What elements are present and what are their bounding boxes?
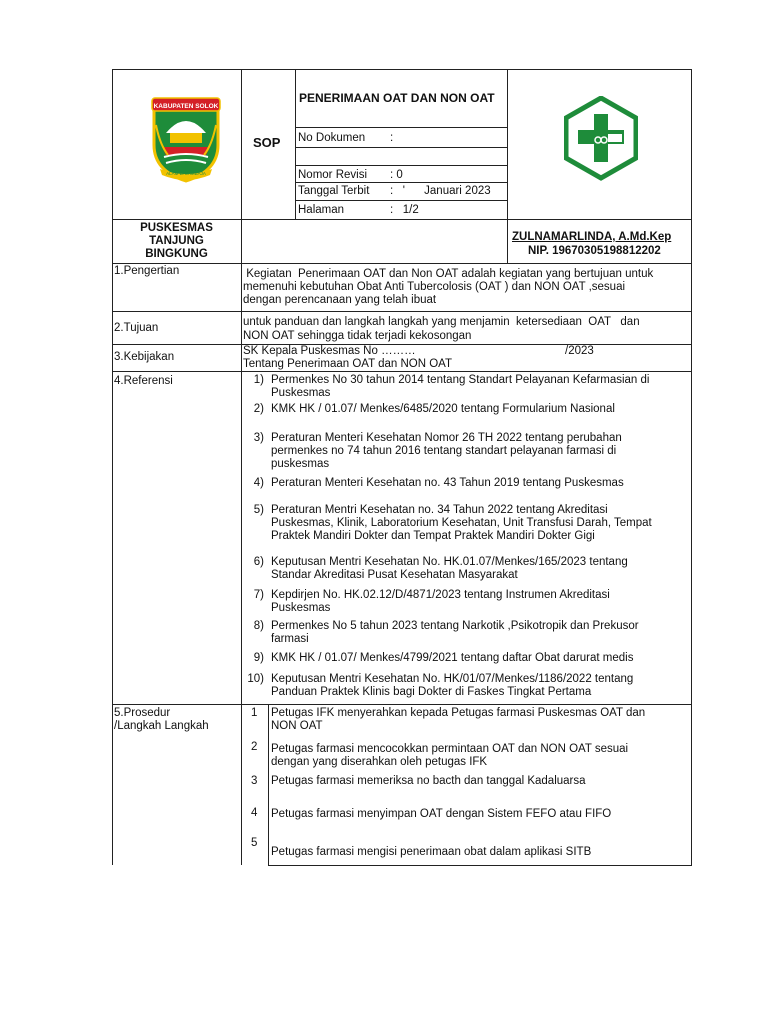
no-dokumen-sep: : (390, 132, 394, 144)
referensi-item: puskesmas (271, 458, 330, 470)
prosedur-step: Petugas farmasi mencocokkan permintaan OAT dan NON OAT sesuai (271, 743, 629, 755)
page-title: PENERIMAAN OAT DAN NON OAT (299, 91, 495, 105)
referensi-item: farmasi (271, 633, 309, 645)
kebijakan-text: SK Kepala Puskesmas No ……… (243, 345, 416, 357)
kebijakan-label: 3.Kebijakan (114, 351, 175, 363)
org-name-line2: TANJUNG (149, 235, 204, 247)
referensi-number: 10) (247, 673, 264, 685)
kebijakan-year: /2023 (565, 345, 594, 357)
referensi-item: Panduan Praktek Klinis bagi Dokter di Faskes Tingkat Pertama (271, 686, 592, 698)
tanggal-terbit-value: : ' Januari 2023 (390, 185, 491, 197)
border-top (112, 69, 692, 70)
prosedur-label: 5.Prosedur (114, 707, 171, 719)
prosedur-step: Petugas farmasi menyimpan OAT dengan Sistem FEFO atau FIFO (271, 808, 612, 820)
referensi-number: 6) (253, 556, 264, 568)
referensi-item: Kepdirjen No. HK.02.12/D/4871/2023 tentang Instrumen Akreditasi (271, 589, 610, 601)
border (295, 182, 507, 183)
border-right (691, 69, 692, 865)
prosedur-number: 3 (251, 775, 258, 787)
referensi-item: permenkes no 74 tahun 2016 tentang standart pelayanan farmasi di (271, 445, 617, 457)
referensi-label: 4.Referensi (114, 375, 173, 387)
referensi-item: Peraturan Mentri Kesehatan no. 34 Tahun 2022 tentang Akreditasi (271, 504, 608, 516)
prosedur-step: NON OAT (271, 720, 323, 732)
prosedur-label: /Langkah Langkah (114, 720, 209, 732)
pengertian-label: 1.Pengertian (114, 265, 180, 277)
referensi-number: 7) (253, 589, 264, 601)
border (295, 200, 507, 201)
border (295, 165, 507, 166)
border (295, 69, 296, 219)
prosedur-step: Petugas farmasi mengisi penerimaan obat dalam aplikasi SITB (271, 846, 592, 858)
prosedur-step: Petugas IFK menyerahkan kepada Petugas farmasi Puskesmas OAT dan (271, 707, 646, 719)
pengertian-text: dengan perencanaan yang telah ibuat (243, 294, 437, 306)
tanggal-terbit-label: Tanggal Terbit (298, 185, 370, 197)
border (112, 263, 692, 264)
referensi-item: Standar Akreditasi Pusat Kesehatan Masyarakat (271, 569, 518, 581)
border (268, 704, 269, 865)
no-revisi-label: Nomor Revisi (298, 169, 368, 181)
referensi-number: 1) (253, 374, 264, 386)
border-bottom (268, 865, 692, 866)
referensi-item: Puskesmas (271, 387, 331, 399)
pengertian-text: Kegiatan Penerimaan OAT dan Non OAT adalah kegiatan yang bertujuan untuk (243, 268, 654, 280)
referensi-number: 5) (253, 504, 264, 516)
referensi-number: 8) (253, 620, 264, 632)
referensi-item: Permenkes No 30 tahun 2014 tentang Standart Pelayanan Kefarmasian di (271, 374, 650, 386)
signer-name: ZULNAMARLINDA, A.Md.Kep (512, 231, 672, 243)
no-revisi-value: : 0 (390, 169, 403, 181)
border (241, 219, 242, 263)
halaman-value: : 1/2 (390, 204, 419, 216)
border (112, 704, 692, 705)
prosedur-step: dengan yang diserahkan oleh petugas IFK (271, 756, 488, 768)
org-name-line1: PUSKESMAS (140, 222, 213, 234)
referensi-item: Permenkes No 5 tahun 2023 tentang Narkotik ,Psikotropik dan Prekusor (271, 620, 639, 632)
sop-label: SOP (253, 135, 281, 150)
border (295, 147, 507, 148)
prosedur-number: 5 (251, 837, 258, 849)
pengertian-text: memenuhi kebutuhan Obat Anti Tubercolosis (OAT ) dan NON OAT ,sesuai (243, 281, 626, 293)
signer-nip: NIP. 19670305198812202 (528, 245, 661, 257)
halaman-label: Halaman (298, 204, 345, 216)
border (295, 127, 507, 128)
referensi-number: 3) (253, 432, 264, 444)
border (112, 311, 692, 312)
org-name-line3: BINGKUNG (145, 248, 208, 260)
referensi-item: KMK HK / 01.07/ Menkes/6485/2020 tentang Formularium Nasional (271, 403, 615, 415)
svg-text:ALAM BAJAMBAJA: ALAM BAJAMBAJA (166, 171, 206, 176)
tujuan-text: untuk panduan dan langkah langkah yang menjamin ketersediaan OAT dan (243, 316, 640, 328)
kebijakan-text: Tentang Penerimaan OAT dan NON OAT (243, 358, 453, 370)
referensi-item: Keputusan Mentri Kesehatan No. HK/01/07/Menkes/1186/2022 tentang (271, 673, 634, 685)
kabupaten-solok-logo (148, 95, 224, 183)
referensi-item: KMK HK / 01.07/ Menkes/4799/2021 tentang daftar Obat darurat medis (271, 652, 634, 664)
border (112, 371, 692, 372)
no-dokumen-label: No Dokumen (298, 132, 366, 144)
tujuan-text: NON OAT sehingga tidak terjadi kekosongan (243, 330, 472, 342)
referensi-item: Peraturan Menteri Kesehatan Nomor 26 TH 2022 tentang perubahan (271, 432, 622, 444)
border (112, 219, 692, 220)
prosedur-number: 2 (251, 741, 258, 753)
puskesmas-logo (564, 96, 638, 182)
prosedur-number: 1 (251, 707, 258, 719)
prosedur-step: Petugas farmasi memeriksa no bacth dan tanggal Kadaluarsa (271, 775, 586, 787)
svg-text:KABUPATEN SOLOK: KABUPATEN SOLOK (153, 103, 219, 110)
border (507, 69, 508, 263)
referensi-item: Praktek Mandiri Dokter dan Tempat Praktek Mandiri Dokter Gigi (271, 530, 595, 542)
referensi-number: 9) (253, 652, 264, 664)
border (241, 69, 242, 219)
referensi-number: 4) (253, 477, 264, 489)
prosedur-number: 4 (251, 807, 258, 819)
border (241, 263, 242, 865)
referensi-item: Peraturan Menteri Kesehatan no. 43 Tahun 2019 tentang Puskesmas (271, 477, 624, 489)
referensi-item: Puskesmas, Klinik, Laboratorium Kesehatan, Unit Transfusi Darah, Tempat (271, 517, 652, 529)
border-left (112, 69, 113, 865)
referensi-item: Keputusan Mentri Kesehatan No. HK.01.07/Menkes/165/2023 tentang (271, 556, 628, 568)
referensi-number: 2) (253, 403, 264, 415)
tujuan-label: 2.Tujuan (114, 322, 159, 334)
referensi-item: Puskesmas (271, 602, 331, 614)
